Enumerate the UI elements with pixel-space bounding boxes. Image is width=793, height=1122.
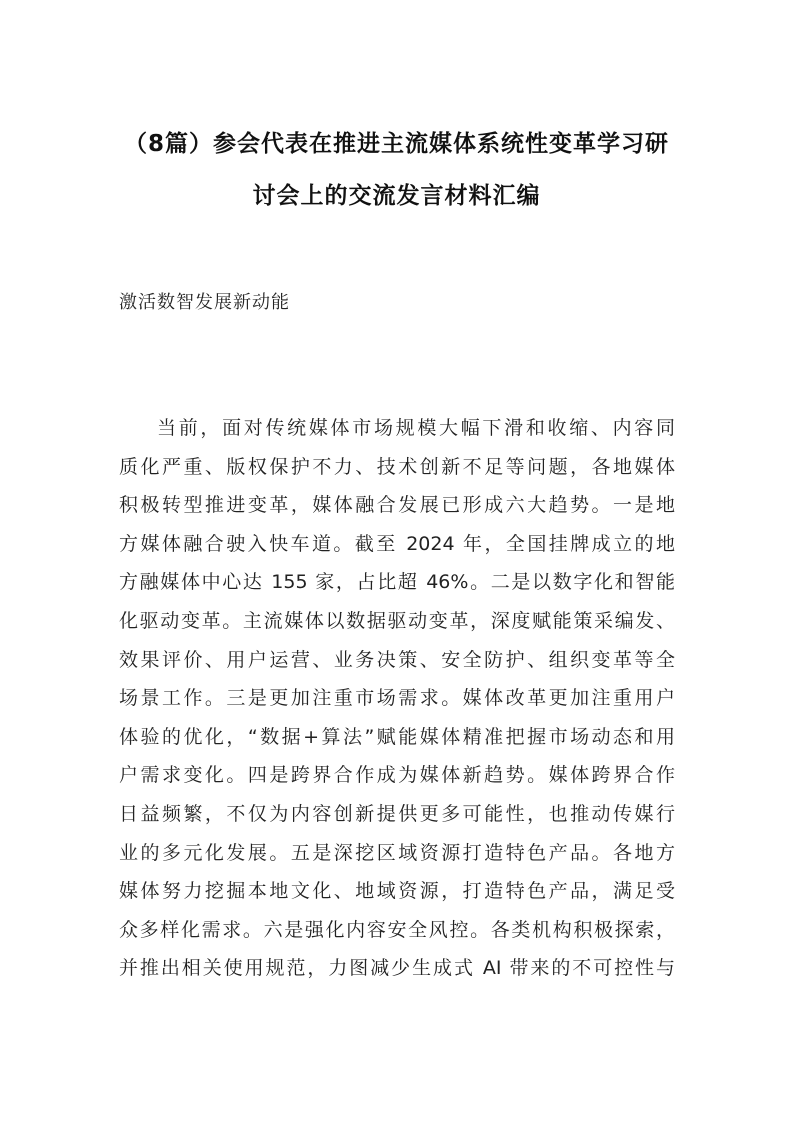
body-line: 日益频繁，不仅为内容创新提供更多可能性，也推动传媒行 (119, 802, 675, 825)
title-line-1: （8篇）参会代表在推进主流媒体系统性变革学习研 (123, 131, 669, 157)
body-line: 业的多元化发展。五是深挖区域资源打造特色产品。各地方 (119, 841, 675, 864)
body-line: 化驱动变革。主流媒体以数据驱动变革，深度赋能策采编发、 (119, 609, 675, 632)
body-line: 当前，面对传统媒体市场规模大幅下滑和收缩、内容同 (157, 417, 675, 439)
body-paragraph (119, 409, 675, 988)
body-line: 并推出相关使用规范，力图减少生成式 AI 带来的不可控性与 (119, 957, 675, 980)
body-line: 质化严重、版权保护不力、技术创新不足等问题，各地媒体 (119, 455, 675, 478)
document-title (100, 118, 693, 222)
body-line: 方媒体融合驶入快车道。截至 2024 年，全国挂牌成立的地 (119, 532, 675, 555)
body-line: 众多样化需求。六是强化内容安全风控。各类机构积极探索， (119, 918, 675, 941)
body-line: 户需求变化。四是跨界合作成为媒体新趋势。媒体跨界合作 (119, 764, 675, 787)
body-line: 媒体努力挖掘本地文化、地域资源，打造特色产品，满足受 (119, 880, 675, 903)
body-line: 积极转型推进变革，媒体融合发展已形成六大趋势。一是地 (119, 494, 675, 517)
body-line: 体验的优化，“数据+算法”赋能媒体精准把握市场动态和用 (119, 725, 675, 748)
body-line: 方融媒体中心达 155 家，占比超 46%。二是以数字化和智能 (119, 571, 675, 594)
title-line-2: 讨会上的交流发言材料汇编 (252, 183, 541, 209)
body-line: 效果评价、用户运营、业务决策、安全防护、组织变革等全 (119, 648, 675, 671)
body-line: 场景工作。三是更加注重市场需求。媒体改革更加注重用户 (119, 687, 675, 710)
section-subtitle: 激活数智发展新动能 (119, 292, 290, 313)
